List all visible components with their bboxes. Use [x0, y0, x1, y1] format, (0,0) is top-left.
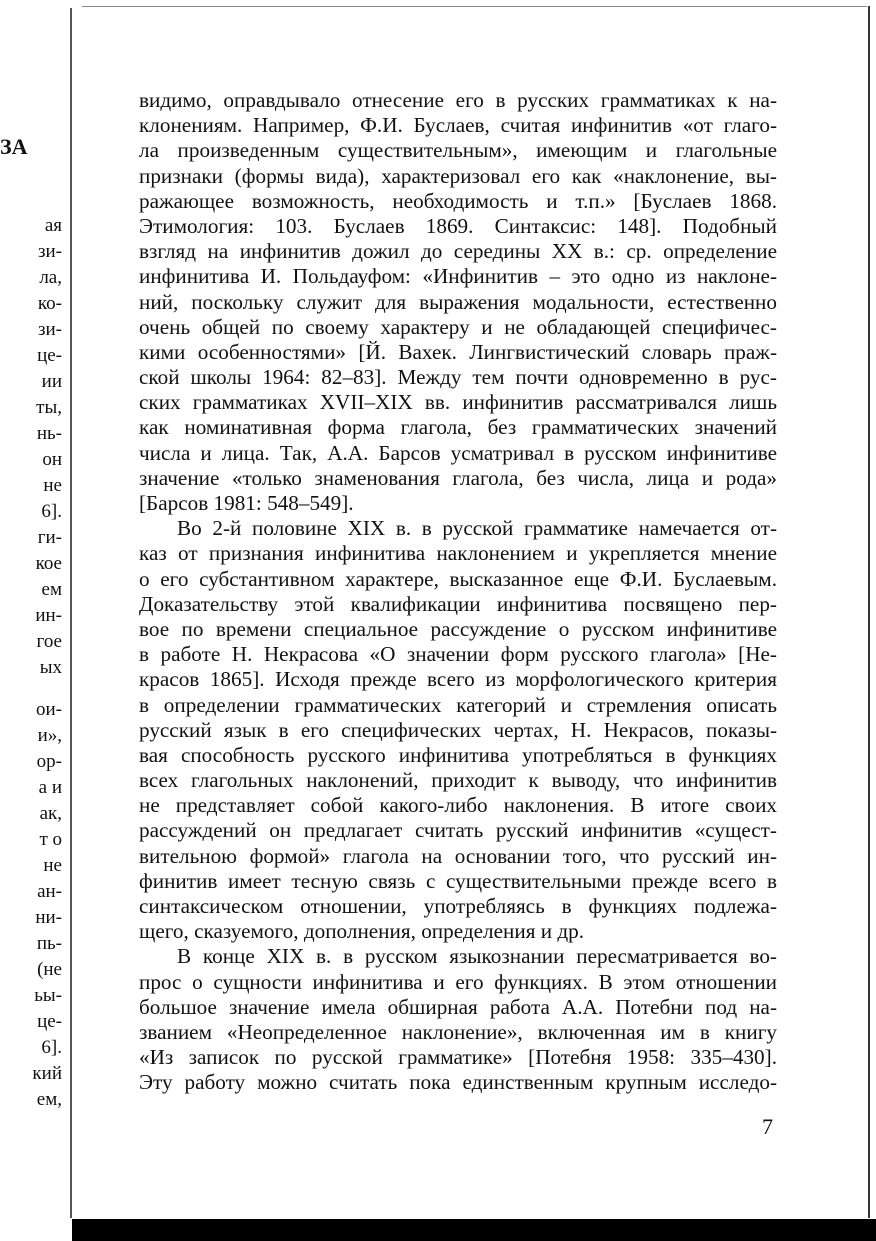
- text-line: щего, сказуемого, дополнения, определения и др.: [139, 919, 585, 944]
- facing-page-fragment: [0, 0, 62, 1241]
- facing-page-line: нь-: [36, 423, 62, 444]
- text-line: не представляет собой какого-либо наклонения. В итоге своих: [139, 793, 777, 818]
- facing-page-line: и»,: [37, 725, 62, 746]
- text-line: ний, поскольку служит для выражения модальности, естественно: [139, 289, 777, 314]
- scan-bottom-border: [72, 1219, 876, 1241]
- text-line: видимо, оправдывало отнесение его в русских грамматиках к на-: [139, 88, 777, 112]
- text-line: ских грамматиках XVII–XIX вв. инфинитив рассматривался лишь: [139, 390, 777, 415]
- text-line: кими особенностями» [Й. Вахек. Лингвистический словарь праж-: [139, 339, 777, 364]
- facing-page-heading: ЗА: [0, 134, 28, 159]
- facing-page-line: зи-: [37, 241, 62, 262]
- text-line: инфинитива И. Польдауфом: «Инфинитив – это одно из наклоне-: [139, 264, 777, 289]
- facing-page-line: ни-: [35, 907, 62, 928]
- facing-page-line: ан-: [37, 881, 62, 902]
- page-number: 7: [762, 1114, 773, 1139]
- text-line: ражающее возможность, необходимость и т.п.» [Буслаев 1868.: [139, 188, 777, 213]
- facing-page-line: не: [43, 475, 62, 496]
- gutter-shadow: [70, 8, 72, 1218]
- facing-page-line: це-: [37, 1011, 62, 1032]
- facing-page-line: ла,: [39, 267, 62, 288]
- text-line: значение «только знаменования глагола, без числа, лица и рода»: [139, 465, 777, 490]
- facing-page-line: ем: [41, 579, 62, 600]
- text-line: Во 2-й половине XIX в. в русской грамматике намечается от-: [177, 516, 777, 541]
- facing-page-line: ак,: [39, 803, 62, 824]
- text-line: званием «Неопределенное наклонение», включенная им в книгу: [139, 1019, 777, 1044]
- text-line: очень общей по своему характеру и не обладающей специфичес-: [139, 314, 777, 339]
- text-line: прос о сущности инфинитива и его функциях. В этом отношении: [139, 969, 777, 994]
- text-line: каз от признания инфинитива наклонением и укрепляется мнение: [139, 541, 777, 566]
- text-line: русский язык в его специфических чертах, Н. Некрасов, показы-: [139, 717, 777, 742]
- text-line: «Из записок по русской грамматике» [Потебня 1958: 335–430].: [139, 1045, 777, 1070]
- facing-page-line: ых: [39, 657, 62, 678]
- facing-page-line: 6].: [41, 501, 62, 522]
- text-line: в работе Н. Некрасова «О значении форм русского глагола» [Не-: [139, 642, 777, 667]
- facing-page-line: ги-: [37, 527, 62, 548]
- text-line: [Барсов 1981: 548–549].: [139, 491, 354, 515]
- facing-page-line: ои-: [36, 699, 62, 720]
- text-line: в определении грамматических категорий и стремления описать: [139, 692, 777, 717]
- facing-page-line: це-: [37, 345, 62, 366]
- text-line: красов 1865]. Исходя прежде всего из морфологического критерия: [139, 667, 777, 692]
- facing-page-line: ор-: [36, 751, 62, 772]
- text-line: как номинативная форма глагола, без грамматических значений: [139, 415, 777, 440]
- text-line: ла произведенным существительным», имеющим и глагольные: [139, 138, 777, 163]
- facing-page-line: кий: [32, 1063, 62, 1084]
- body-text: [139, 88, 777, 1096]
- facing-page-line: т о: [39, 829, 62, 850]
- facing-page-line: ая: [44, 215, 62, 236]
- facing-page-line: гое: [36, 631, 62, 652]
- text-line: признаки (формы вида), характеризовал его как «наклонение, вы-: [139, 163, 777, 188]
- facing-page-line: зи-: [37, 319, 62, 340]
- text-line: вая способность русского инфинитива употребляться в функциях: [139, 742, 777, 767]
- text-line: синтаксическом отношении, употребляясь в функциях подлежа-: [139, 894, 777, 918]
- text-line: всех глагольных наклонений, приходит к выводу, что инфинитив: [139, 768, 777, 793]
- text-line: вительною формой» глагола на основании того, что русский ин-: [139, 843, 777, 868]
- text-line: вое по времени специальное рассуждение о русском инфинитиве: [139, 616, 777, 641]
- text-line: о его субстантивном характере, высказанное еще Ф.И. Буслаевым.: [139, 566, 777, 591]
- text-line: ской школы 1964: 82–83]. Между тем почти одновременно в рус-: [139, 365, 777, 390]
- facing-page-line: а и: [38, 777, 62, 798]
- facing-page-line: ем,: [36, 1089, 62, 1110]
- page-top-edge: [82, 6, 867, 7]
- facing-page-line: ин-: [35, 605, 62, 626]
- text-line: В конце XIX в. в русском языкознании пересматривается во-: [177, 944, 777, 969]
- text-line: клонениям. Например, Ф.И. Буслаев, считая инфинитив «от глаго-: [139, 113, 777, 138]
- facing-page-line: пь-: [36, 933, 62, 954]
- facing-page-line: не: [43, 855, 62, 876]
- text-line: Этимология: 103. Буслаев 1869. Синтаксис: 148]. Подобный: [139, 213, 777, 238]
- facing-page-line: ко-: [37, 293, 62, 314]
- text-line: взгляд на инфинитив дожил до середины XX в.: ср. определение: [139, 239, 777, 264]
- facing-page-line: он: [42, 449, 62, 470]
- text-line: рассуждений он предлагает считать русский инфинитив «сущест-: [139, 818, 777, 843]
- facing-page-line: ты,: [36, 397, 62, 418]
- facing-page-line: ьы-: [34, 985, 62, 1006]
- facing-page-line: кое: [35, 553, 62, 574]
- facing-page-line: 6].: [41, 1037, 62, 1058]
- text-line: финитив имеет тесную связь с существительными прежде всего в: [139, 868, 777, 893]
- page-right-edge: [868, 6, 870, 1218]
- facing-page-line: ии: [41, 371, 62, 392]
- text-line: большое значение имела обширная работа А.А. Потебни под на-: [139, 994, 777, 1019]
- text-line: Доказательству этой квалификации инфинитива посвящено пер-: [139, 591, 777, 616]
- text-line: Эту работу можно считать пока единственным крупным исследо-: [139, 1070, 777, 1095]
- text-line: числа и лица. Так, А.А. Барсов усматривал в русском инфинитиве: [139, 440, 777, 465]
- facing-page-line: (не: [37, 959, 62, 980]
